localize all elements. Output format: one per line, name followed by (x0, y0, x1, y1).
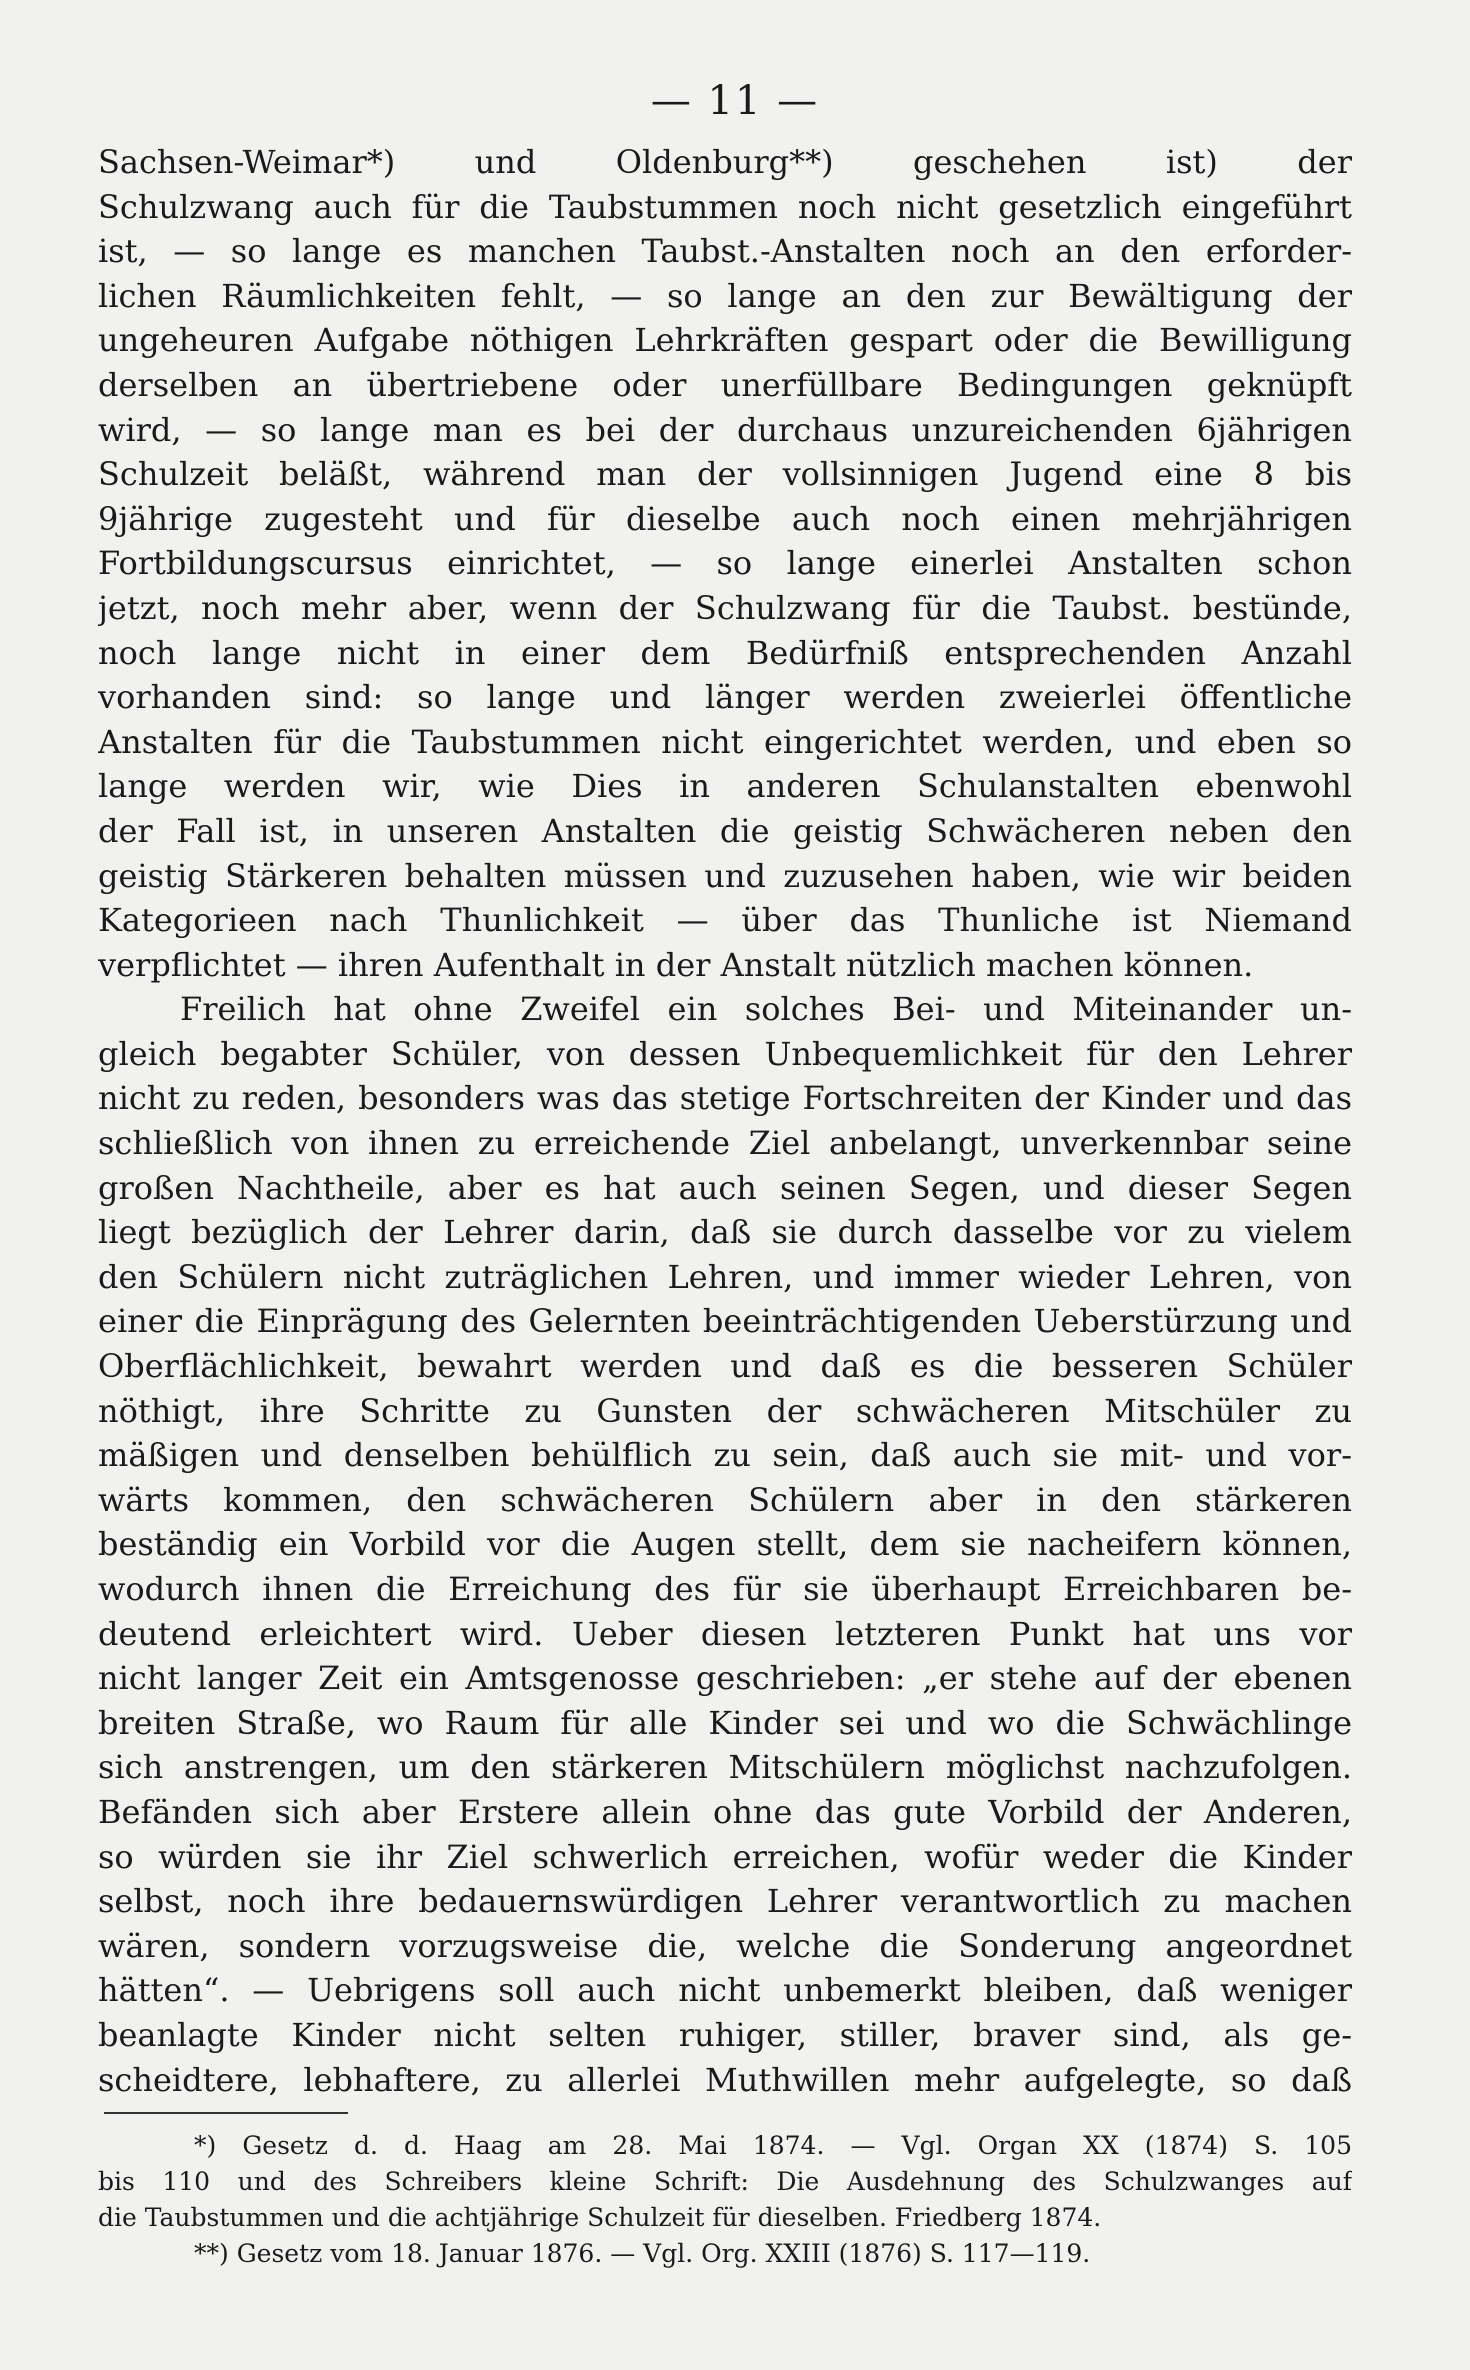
text-line: Sachsen-Weimar*) und Oldenburg**) geschehen ist) der (98, 143, 1352, 181)
text-line: der Fall ist, in unseren Anstalten die geistig Schwächeren neben den (98, 811, 1352, 850)
text-line: deutend erleichtert wird. Ueber diesen letzteren Punkt hat uns vor (98, 1614, 1352, 1653)
text-line: beanlagte Kinder nicht selten ruhiger, stiller, braver sind, als ge- (98, 2015, 1352, 2054)
text-line: Anstalten für die Taubstummen nicht eingerichtet werden, und eben so (98, 722, 1352, 761)
text-line: wodurch ihnen die Erreichung des für sie überhaupt Erreichbaren be- (98, 1570, 1352, 1608)
text-line: einer die Einprägung des Gelernten beeinträchtigenden Ueberstürzung und (98, 1302, 1352, 1341)
text-line: selbst, noch ihre bedauernswürdigen Lehrer verantwortlich zu machen (98, 1882, 1352, 1921)
footnote-line: die Taubstummen und die achtjährige Schulzeit für dieselben. Friedberg 1874. (98, 2203, 1102, 2232)
text-line: hätten“. — Uebrigens soll auch nicht unbemerkt bleiben, daß weniger (98, 1971, 1352, 2010)
text-line: großen Nachtheile, aber es hat auch seinen Segen, und dieser Segen (98, 1168, 1352, 1207)
text-line: ungeheuren Aufgabe nöthigen Lehrkräften gespart oder die Bewilligung (98, 321, 1352, 360)
footnote-divider (104, 2112, 348, 2114)
text-line: lange werden wir, wie Dies in anderen Schulanstalten ebenwohl (98, 767, 1352, 806)
text-line: nöthigt, ihre Schritte zu Gunsten der schwächeren Mitschüler zu (98, 1391, 1352, 1430)
text-line: jetzt, noch mehr aber, wenn der Schulzwang für die Taubst. bestünde, (98, 588, 1352, 627)
text-line: ist, — so lange es manchen Taubst.-Anstalten noch an den erforder- (98, 232, 1352, 271)
text-line: vorhanden sind: so lange und länger werden zweierlei öffentliche (98, 678, 1352, 717)
text-line: Befänden sich aber Erstere allein ohne das gute Vorbild der Anderen, (98, 1792, 1352, 1831)
text-line: verpflichtet — ihren Aufenthalt in der Anstalt nützlich machen können. (98, 945, 1254, 984)
text-line: sich anstrengen, um den stärkeren Mitschülern möglichst nachzufolgen. (98, 1748, 1352, 1787)
footnote-line: bis 110 und des Schreibers kleine Schrift: Die Ausdehnung des Schulzwanges auf (98, 2167, 1352, 2196)
text-line: breiten Straße, wo Raum für alle Kinder sei und wo die Schwächlinge (98, 1703, 1352, 1742)
text-line: Fortbildungscursus einrichtet, — so lange einerlei Anstalten schon (98, 544, 1352, 583)
text-line: Oberflächlichkeit, bewahrt werden und daß es die besseren Schüler (98, 1347, 1352, 1386)
paragraph-start-line: Freilich hat ohne Zweifel ein solches Bei- und Miteinander un- (180, 990, 1352, 1029)
text-line: 9jährige zugesteht und für dieselbe auch noch einen mehrjährigen (98, 499, 1352, 538)
text-line: liegt bezüglich der Lehrer darin, daß sie durch dasselbe vor zu vielem (98, 1213, 1352, 1252)
text-line: gleich begabter Schüler, von dessen Unbequemlichkeit für den Lehrer (98, 1034, 1352, 1073)
text-line: wären, sondern vorzugsweise die, welche die Sonderung angeordnet (98, 1926, 1352, 1965)
text-line: schließlich von ihnen zu erreichende Ziel anbelangt, unverkennbar seine (98, 1124, 1352, 1163)
text-line: nicht zu reden, besonders was das stetige Fortschreiten der Kinder und das (98, 1079, 1352, 1118)
text-line: den Schülern nicht zuträglichen Lehren, und immer wieder Lehren, von (98, 1257, 1352, 1296)
main-text (98, 140, 1352, 2102)
page-number: — 11 — (650, 78, 820, 124)
text-line: lichen Räumlichkeiten fehlt, — so lange an den zur Bewältigung der (98, 276, 1352, 315)
text-line: noch lange nicht in einer dem Bedürfniß entsprechenden Anzahl (98, 633, 1352, 672)
text-line: Schulzeit beläßt, während man der vollsinnigen Jugend eine 8 bis (98, 455, 1352, 494)
text-line: beständig ein Vorbild vor die Augen stellt, dem sie nacheifern können, (98, 1525, 1352, 1564)
footnote-line: *) Gesetz d. d. Haag am 28. Mai 1874. — Vgl. Organ XX (1874) S. 105 (194, 2131, 1352, 2160)
text-line: Kategorieen nach Thunlichkeit — über das Thunliche ist Niemand (98, 901, 1352, 940)
text-line: nicht langer Zeit ein Amtsgenosse geschrieben: „er stehe auf der ebenen (98, 1659, 1352, 1698)
text-line: wärts kommen, den schwächeren Schülern aber in den stärkeren (98, 1480, 1352, 1519)
text-line: derselben an übertriebene oder unerfüllbare Bedingungen geknüpft (98, 365, 1352, 404)
text-line: scheidtere, lebhaftere, zu allerlei Muthwillen mehr aufgelegte, so daß (98, 2060, 1352, 2099)
footnotes (98, 2128, 1352, 2272)
text-line: geistig Stärkeren behalten müssen und zuzusehen haben, wie wir beiden (98, 856, 1352, 895)
text-line: wird, — so lange man es bei der durchaus unzureichenden 6jährigen (98, 410, 1352, 449)
text-line: so würden sie ihr Ziel schwerlich erreichen, wofür weder die Kinder (98, 1837, 1352, 1876)
text-line: Schulzwang auch für die Taubstummen noch nicht gesetzlich eingeführt (98, 187, 1352, 226)
text-line: mäßigen und denselben behülflich zu sein, daß auch sie mit- und vor- (98, 1436, 1352, 1475)
footnote-line: **) Gesetz vom 18. Januar 1876. — Vgl. Org. XXIII (1876) S. 117—119. (194, 2239, 1091, 2268)
